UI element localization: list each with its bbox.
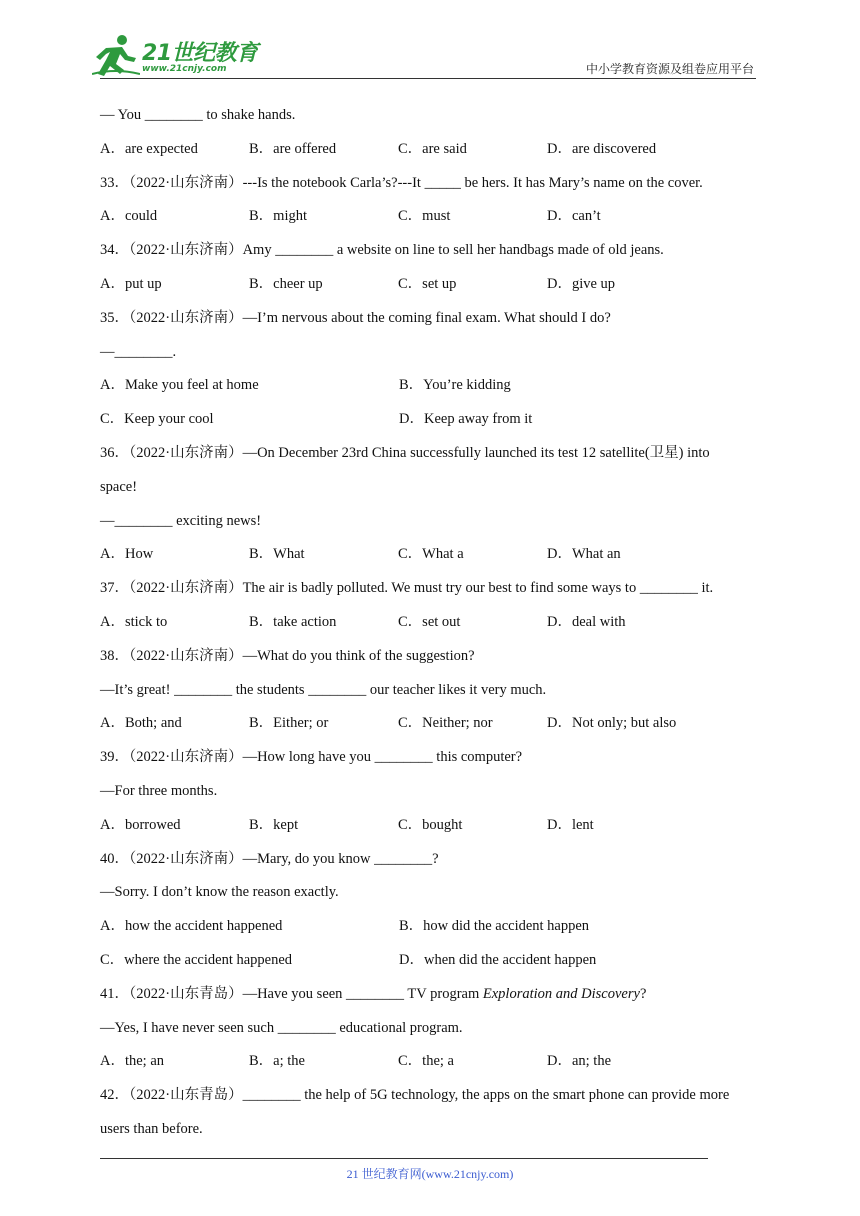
answer-option: A．Make you feel at home <box>100 377 259 394</box>
options-row <box>100 1050 764 1084</box>
answer-option: D．can’t <box>547 208 601 225</box>
options-row <box>100 543 764 577</box>
answer-option: D．are discovered <box>547 140 657 157</box>
answer-option: C．must <box>398 208 451 225</box>
text-line: 35．（2022·山东济南）—I’m nervous about the coming final exam. What should I do? <box>100 309 611 326</box>
text-line: 37．（2022·山东济南）The air is badly polluted. We must try our best to find some ways to ________ it. <box>100 580 714 597</box>
header-divider <box>100 78 756 79</box>
text-line: —It’s great! ________ the students ________ our teacher likes it very much. <box>100 681 547 698</box>
answer-option: D．What an <box>547 546 621 563</box>
options-row <box>100 273 764 307</box>
answer-option: A．put up <box>100 275 162 292</box>
answer-option: A．borrowed <box>100 816 181 833</box>
site-logo <box>92 34 262 80</box>
footer-divider <box>100 1158 708 1159</box>
options-row <box>100 915 764 949</box>
answer-option: B．kept <box>249 816 299 833</box>
options-row <box>100 138 764 172</box>
answer-option: D．give up <box>547 275 616 292</box>
answer-option: B．Either; or <box>249 715 329 732</box>
options-row <box>100 374 764 408</box>
answer-option: B．You’re kidding <box>399 377 511 394</box>
answer-option: A．Both; and <box>100 715 182 732</box>
answer-option: C．where the accident happened <box>100 951 293 968</box>
options-row <box>100 205 764 239</box>
answer-option: D．when did the accident happen <box>399 951 597 968</box>
question-line <box>100 983 764 1017</box>
text-line: 36．（2022·山东济南）—On December 23rd China successfully launched its test 12 satellite(卫星) into <box>100 444 710 461</box>
options-row <box>100 814 764 848</box>
text-line: space! <box>100 478 138 495</box>
answer-option: C．What a <box>398 546 464 563</box>
answer-option: C．the; a <box>398 1053 454 1070</box>
answer-option: C．bought <box>398 816 463 833</box>
answer-option: C．set up <box>398 275 457 292</box>
runner-icon <box>92 34 140 78</box>
text-line: —________ exciting news! <box>100 512 262 529</box>
answer-option: D．lent <box>547 816 594 833</box>
text-line: — You ________ to shake hands. <box>100 107 296 123</box>
header-platform-name: 中小学教育资源及组卷应用平台 <box>585 62 754 76</box>
question-text-end: ? <box>639 985 647 1002</box>
text-line: users than before. <box>100 1120 203 1137</box>
logo-text: 21世纪教育 <box>142 41 258 66</box>
answer-option: B．What <box>249 546 305 563</box>
logo-url: www.21cnjy.com <box>142 64 227 74</box>
answer-option: A．the; an <box>100 1053 165 1070</box>
options-row <box>100 712 764 746</box>
answer-option: B．might <box>249 208 308 225</box>
text-line: —Sorry. I don’t know the reason exactly. <box>100 884 339 901</box>
text-line: —For three months. <box>100 782 218 799</box>
question-text: 41．（2022·山东青岛）—Have you seen ________ TV program <box>100 985 483 1002</box>
text-line: 42．（2022·山东青岛）________ the help of 5G technology, the apps on the smart phone can provide more <box>100 1087 730 1104</box>
footer-text: 21 世纪教育网(www.21cnjy.com) <box>346 1167 514 1181</box>
text-line: 39．（2022·山东济南）—How long have you ________ this computer? <box>100 749 523 766</box>
answer-option: B．take action <box>249 613 337 630</box>
question-list <box>100 104 764 1152</box>
text-line: —________. <box>100 343 177 360</box>
text-line: —Yes, I have never seen such ________ educational program. <box>100 1019 463 1036</box>
answer-option: C．Neither; nor <box>398 715 493 732</box>
answer-option: D．deal with <box>547 613 626 630</box>
text-line: 40．（2022·山东济南）—Mary, do you know ________? <box>100 850 439 867</box>
answer-option: D．an; the <box>547 1053 612 1070</box>
text-line: 33．（2022·山东济南）---Is the notebook Carla’s?---It _____ be hers. It has Mary’s name on the cover. <box>100 174 703 191</box>
answer-option: B．are offered <box>249 140 337 157</box>
answer-option: D．Not only; but also <box>547 715 677 732</box>
answer-option: C．set out <box>398 613 461 630</box>
answer-option: C．Keep your cool <box>100 411 214 428</box>
answer-option: A．stick to <box>100 613 168 630</box>
answer-option: A．could <box>100 208 158 225</box>
answer-option: A．How <box>100 546 154 563</box>
answer-option: B．a; the <box>249 1053 305 1070</box>
answer-option: B．cheer up <box>249 275 323 292</box>
answer-option: C．are said <box>398 140 467 157</box>
answer-option: D．Keep away from it <box>399 411 533 428</box>
answer-option: B．how did the accident happen <box>399 918 590 935</box>
page-header <box>0 0 860 90</box>
answer-option: A．how the accident happened <box>100 918 283 935</box>
options-row <box>100 611 764 645</box>
program-title: Exploration and Discovery <box>482 985 640 1002</box>
answer-option: A．are expected <box>100 140 198 157</box>
text-line: 38．（2022·山东济南）—What do you think of the suggestion? <box>100 647 475 664</box>
text-line: 34．（2022·山东济南）Amy ________ a website on line to sell her handbags made of old jeans. <box>100 242 664 259</box>
options-row <box>100 949 764 983</box>
options-row <box>100 408 764 442</box>
